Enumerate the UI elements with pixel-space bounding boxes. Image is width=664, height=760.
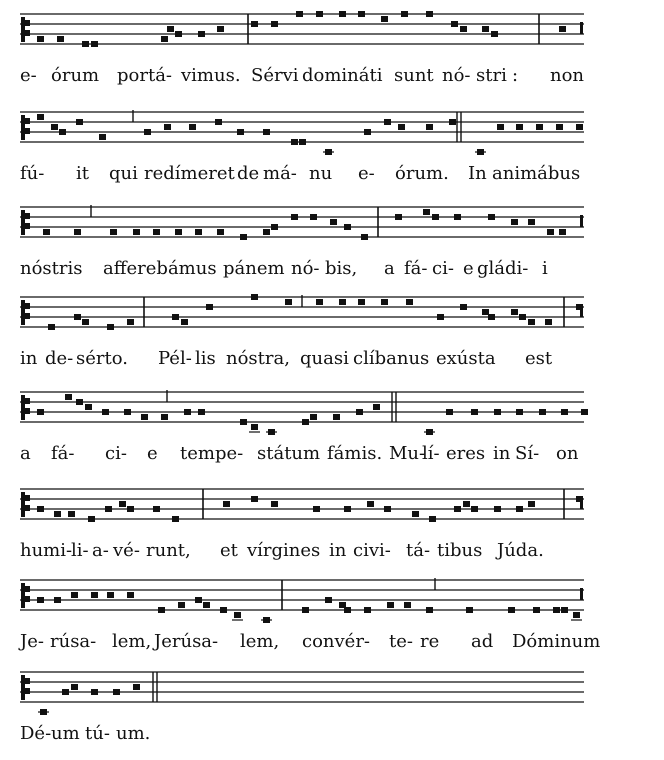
neume xyxy=(102,409,109,415)
neume xyxy=(178,602,185,608)
neume xyxy=(76,119,83,125)
lyric-syllable: nu xyxy=(309,163,333,184)
neume xyxy=(195,229,202,235)
lyric-line xyxy=(20,64,584,88)
lyric-syllable: vimus. xyxy=(181,65,241,86)
lyric-syllable: órum xyxy=(51,65,100,86)
neume xyxy=(516,506,523,512)
neume xyxy=(460,304,467,310)
neume xyxy=(533,607,540,613)
lyric-syllable: i xyxy=(542,258,548,279)
neume xyxy=(251,21,258,27)
neume xyxy=(181,319,188,325)
c-clef-icon xyxy=(21,300,30,325)
neume xyxy=(398,124,405,130)
neume xyxy=(497,124,504,130)
neume xyxy=(74,229,81,235)
neume xyxy=(423,209,430,215)
neume xyxy=(198,31,205,37)
neume xyxy=(82,41,89,47)
neume xyxy=(471,409,478,415)
lyric-syllable: Júda. xyxy=(497,540,544,561)
neume xyxy=(91,592,98,598)
neume xyxy=(43,229,50,235)
custos-icon xyxy=(580,588,583,600)
neume xyxy=(333,414,340,420)
neume xyxy=(158,607,165,613)
neume xyxy=(105,506,112,512)
neume xyxy=(488,314,495,320)
neume xyxy=(316,11,323,17)
neume xyxy=(344,607,351,613)
neume xyxy=(451,21,458,27)
neume xyxy=(217,26,224,32)
lyric-syllable: runt, xyxy=(146,540,191,561)
custos-icon xyxy=(580,22,583,34)
lyric-line xyxy=(20,347,584,371)
lyric-syllable: státum xyxy=(257,443,321,464)
neume xyxy=(528,219,535,225)
neume xyxy=(561,409,568,415)
custos-icon xyxy=(580,215,583,227)
lyric-line xyxy=(20,442,584,466)
lyric-syllable: li- xyxy=(71,540,89,561)
lyric-line xyxy=(20,162,584,186)
neume xyxy=(62,689,69,695)
neume xyxy=(175,229,182,235)
neume xyxy=(99,134,106,140)
neume xyxy=(223,501,230,507)
lyric-syllable: nó- xyxy=(291,258,320,279)
lyric-syllable: re xyxy=(420,631,440,652)
neume xyxy=(364,607,371,613)
lyric-syllable: e xyxy=(147,443,158,464)
neume xyxy=(206,304,213,310)
neume xyxy=(54,597,61,603)
neume xyxy=(263,229,270,235)
neume xyxy=(74,314,81,320)
lyric-syllable: um xyxy=(51,723,80,744)
neume xyxy=(559,229,566,235)
neume xyxy=(91,689,98,695)
neume xyxy=(302,419,309,425)
lyric-line xyxy=(20,722,584,746)
neume xyxy=(51,124,58,130)
neume xyxy=(373,404,380,410)
staff xyxy=(20,295,584,329)
lyric-syllable: it xyxy=(76,163,89,184)
c-clef-icon xyxy=(21,583,30,608)
neume xyxy=(356,409,363,415)
lyric-syllable: civi- xyxy=(353,540,391,561)
neume xyxy=(367,501,374,507)
lyric-syllable: órum. xyxy=(395,163,449,184)
neume xyxy=(482,309,489,315)
lyric-syllable: tá- xyxy=(406,540,431,561)
neume xyxy=(576,124,583,130)
lyric-syllable: stri xyxy=(476,65,507,86)
neume xyxy=(330,219,337,225)
neume xyxy=(172,314,179,320)
lyric-syllable: te- xyxy=(389,631,413,652)
neume xyxy=(358,11,365,17)
neume xyxy=(296,11,303,17)
lyric-syllable: afferebámus xyxy=(103,258,217,279)
neume xyxy=(164,124,171,130)
neume xyxy=(68,511,75,517)
neume xyxy=(107,592,114,598)
neume xyxy=(285,299,292,305)
lyric-syllable: Sérvi xyxy=(251,65,299,86)
neume xyxy=(271,21,278,27)
lyric-syllable: má- xyxy=(263,163,297,184)
c-clef-icon xyxy=(21,492,30,517)
neume xyxy=(76,399,83,405)
neume xyxy=(37,506,44,512)
neume xyxy=(299,139,306,145)
lyric-syllable: ad xyxy=(471,631,494,652)
neume xyxy=(344,506,351,512)
neume xyxy=(553,607,560,613)
lyric-syllable: fú- xyxy=(20,163,45,184)
neume xyxy=(153,506,160,512)
neume xyxy=(153,229,160,235)
neume xyxy=(426,607,433,613)
staff xyxy=(20,578,584,612)
neume xyxy=(119,501,126,507)
neume xyxy=(220,607,227,613)
neume xyxy=(364,129,371,135)
lyric-syllable: lem, xyxy=(240,631,280,652)
lyric-syllable: tú- xyxy=(85,723,110,744)
neume xyxy=(381,16,388,22)
lyric-syllable: redímeret xyxy=(144,163,235,184)
neume xyxy=(406,299,413,305)
lyric-syllable: exústa xyxy=(436,348,496,369)
neume xyxy=(381,299,388,305)
lyric-syllable: lí- xyxy=(422,443,440,464)
lyric-syllable: est xyxy=(525,348,553,369)
neume xyxy=(107,324,114,330)
neume xyxy=(271,224,278,230)
lyric-syllable: e- xyxy=(358,163,375,184)
lyric-syllable: a xyxy=(20,443,31,464)
neume xyxy=(325,597,332,603)
neume xyxy=(454,214,461,220)
neume xyxy=(384,506,391,512)
custos-icon xyxy=(580,305,583,317)
neume xyxy=(54,511,61,517)
lyric-syllable: ci- xyxy=(105,443,127,464)
neume xyxy=(291,214,298,220)
neume xyxy=(581,409,588,415)
neume xyxy=(404,602,411,608)
neume xyxy=(446,409,453,415)
lyric-syllable: in xyxy=(329,540,347,561)
neume xyxy=(82,319,89,325)
neume xyxy=(528,501,535,507)
lyric-syllable: vé- xyxy=(113,540,140,561)
lyric-syllable: humi- xyxy=(20,540,73,561)
neume xyxy=(339,299,346,305)
lyric-syllable: on xyxy=(556,443,579,464)
lyric-syllable: a xyxy=(384,258,395,279)
lyric-syllable: Pél- xyxy=(158,348,192,369)
lyric-syllable: bis, xyxy=(325,258,358,279)
neume xyxy=(429,516,436,522)
neume xyxy=(344,224,351,230)
neume xyxy=(454,506,461,512)
neume xyxy=(167,26,174,32)
neume xyxy=(144,129,151,135)
neume xyxy=(561,607,568,613)
lyric-syllable: e xyxy=(463,258,474,279)
neume xyxy=(491,31,498,37)
neume xyxy=(240,419,247,425)
neume xyxy=(511,219,518,225)
neume xyxy=(426,11,433,17)
neume xyxy=(316,299,323,305)
lyric-syllable: de xyxy=(237,163,260,184)
lyric-syllable: Sí- xyxy=(515,443,540,464)
neume xyxy=(71,592,78,598)
neume xyxy=(573,612,580,618)
neume xyxy=(528,319,535,325)
neume xyxy=(251,496,258,502)
lyric-syllable: Jerúsa- xyxy=(154,631,219,652)
lyric-syllable: a- xyxy=(92,540,109,561)
neume xyxy=(516,124,523,130)
neume xyxy=(516,409,523,415)
lyric-syllable: qui xyxy=(109,163,138,184)
neume xyxy=(133,684,140,690)
lyric-syllable: gládi- xyxy=(477,258,529,279)
neume xyxy=(240,234,247,240)
neume xyxy=(437,314,444,320)
neume xyxy=(217,229,224,235)
neume xyxy=(426,124,433,130)
neume xyxy=(310,414,317,420)
lyric-syllable: rúsa- xyxy=(50,631,97,652)
lyric-syllable: In xyxy=(468,163,487,184)
neume xyxy=(511,309,518,315)
c-clef-icon xyxy=(21,17,30,42)
neume xyxy=(251,424,258,430)
neume xyxy=(463,501,470,507)
neume xyxy=(494,506,501,512)
neume xyxy=(124,409,131,415)
staff xyxy=(20,12,584,46)
neume xyxy=(361,234,368,240)
lyric-syllable: tibus xyxy=(437,540,483,561)
lyric-syllable: Dóminum xyxy=(512,631,601,652)
lyric-syllable: lem, xyxy=(112,631,152,652)
neume xyxy=(401,11,408,17)
neume xyxy=(556,124,563,130)
lyric-syllable: pánem xyxy=(223,258,285,279)
lyric-syllable: fá- xyxy=(404,258,428,279)
neume xyxy=(175,31,182,37)
staff xyxy=(20,390,584,424)
lyric-syllable: Dé- xyxy=(20,723,52,744)
lyric-line xyxy=(20,630,601,654)
neume xyxy=(539,409,546,415)
neume xyxy=(494,409,501,415)
lyric-syllable: sérto. xyxy=(76,348,128,369)
lyric-syllable: um. xyxy=(116,723,151,744)
neume xyxy=(471,506,478,512)
neume xyxy=(37,409,44,415)
neume xyxy=(387,602,394,608)
lyric-syllable: domináti xyxy=(302,65,383,86)
neume xyxy=(127,592,134,598)
staff xyxy=(20,205,584,239)
neume xyxy=(482,26,489,32)
neume xyxy=(313,506,320,512)
staff xyxy=(20,670,584,704)
neume xyxy=(71,684,78,690)
lyric-syllable: sunt xyxy=(394,65,434,86)
lyric-syllable: de- xyxy=(45,348,74,369)
neume xyxy=(237,129,244,135)
lyric-syllable: ci- xyxy=(432,258,454,279)
neume xyxy=(488,214,495,220)
staff xyxy=(20,110,584,144)
neume xyxy=(358,299,365,305)
neume xyxy=(547,229,554,235)
lyric-syllable: animábus xyxy=(492,163,581,184)
neume xyxy=(271,501,278,507)
lyric-syllable: Mu- xyxy=(389,443,426,464)
neume xyxy=(184,409,191,415)
neume xyxy=(172,516,179,522)
lyric-syllable: : xyxy=(512,65,519,86)
lyric-syllable: nóstris xyxy=(20,258,83,279)
neume xyxy=(48,324,55,330)
neume xyxy=(189,124,196,130)
lyric-syllable: nóstra, xyxy=(226,348,290,369)
lyric-syllable: eres xyxy=(446,443,486,464)
neume xyxy=(263,129,270,135)
c-clef-icon xyxy=(21,115,30,140)
lyric-syllable: Je- xyxy=(20,631,44,652)
lyric-syllable: vírgines xyxy=(247,540,321,561)
lyric-syllable: et xyxy=(220,540,238,561)
neume xyxy=(203,602,210,608)
neume xyxy=(234,612,241,618)
c-clef-icon xyxy=(21,675,30,700)
lyric-syllable: fámis. xyxy=(327,443,383,464)
lyric-syllable: nó- xyxy=(442,65,471,86)
neume xyxy=(57,36,64,42)
neume xyxy=(65,394,72,400)
neume xyxy=(302,607,309,613)
neume xyxy=(559,26,566,32)
neume xyxy=(127,319,134,325)
lyric-syllable: fá- xyxy=(51,443,75,464)
neume xyxy=(37,597,44,603)
neume xyxy=(85,404,92,410)
neume xyxy=(449,119,456,125)
neume xyxy=(141,414,148,420)
neume xyxy=(37,36,44,42)
lyric-syllable: in xyxy=(20,348,38,369)
neume xyxy=(110,229,117,235)
lyric-syllable: convér- xyxy=(302,631,371,652)
neume xyxy=(395,214,402,220)
neume xyxy=(384,119,391,125)
neume xyxy=(133,229,140,235)
neume xyxy=(91,41,98,47)
neume xyxy=(161,36,168,42)
neume xyxy=(88,516,95,522)
neume xyxy=(412,511,419,517)
neume xyxy=(291,139,298,145)
neume xyxy=(536,124,543,130)
neume xyxy=(251,294,258,300)
neume xyxy=(161,414,168,420)
neume xyxy=(508,607,515,613)
lyric-syllable: lis xyxy=(195,348,216,369)
custos-icon xyxy=(580,497,583,509)
neume xyxy=(519,314,526,320)
neume xyxy=(545,319,552,325)
lyric-syllable: quasi xyxy=(300,348,349,369)
neume xyxy=(215,119,222,125)
lyric-syllable: non xyxy=(550,65,585,86)
neume xyxy=(37,114,44,120)
neume xyxy=(113,689,120,695)
lyric-line xyxy=(20,539,584,563)
staff xyxy=(20,487,584,521)
c-clef-icon xyxy=(21,395,30,420)
neume xyxy=(127,506,134,512)
lyric-syllable: tempe- xyxy=(180,443,244,464)
lyric-syllable: e- xyxy=(20,65,37,86)
neume xyxy=(339,11,346,17)
neume xyxy=(195,597,202,603)
lyric-syllable: in xyxy=(493,443,511,464)
neume xyxy=(460,26,467,32)
neume xyxy=(198,409,205,415)
lyric-syllable: portá- xyxy=(117,65,173,86)
lyric-line xyxy=(20,257,584,281)
lyric-syllable: clíbanus xyxy=(353,348,430,369)
neume xyxy=(466,607,473,613)
c-clef-icon xyxy=(21,210,30,235)
neume xyxy=(432,214,439,220)
neume xyxy=(59,129,66,135)
neume xyxy=(310,214,317,220)
